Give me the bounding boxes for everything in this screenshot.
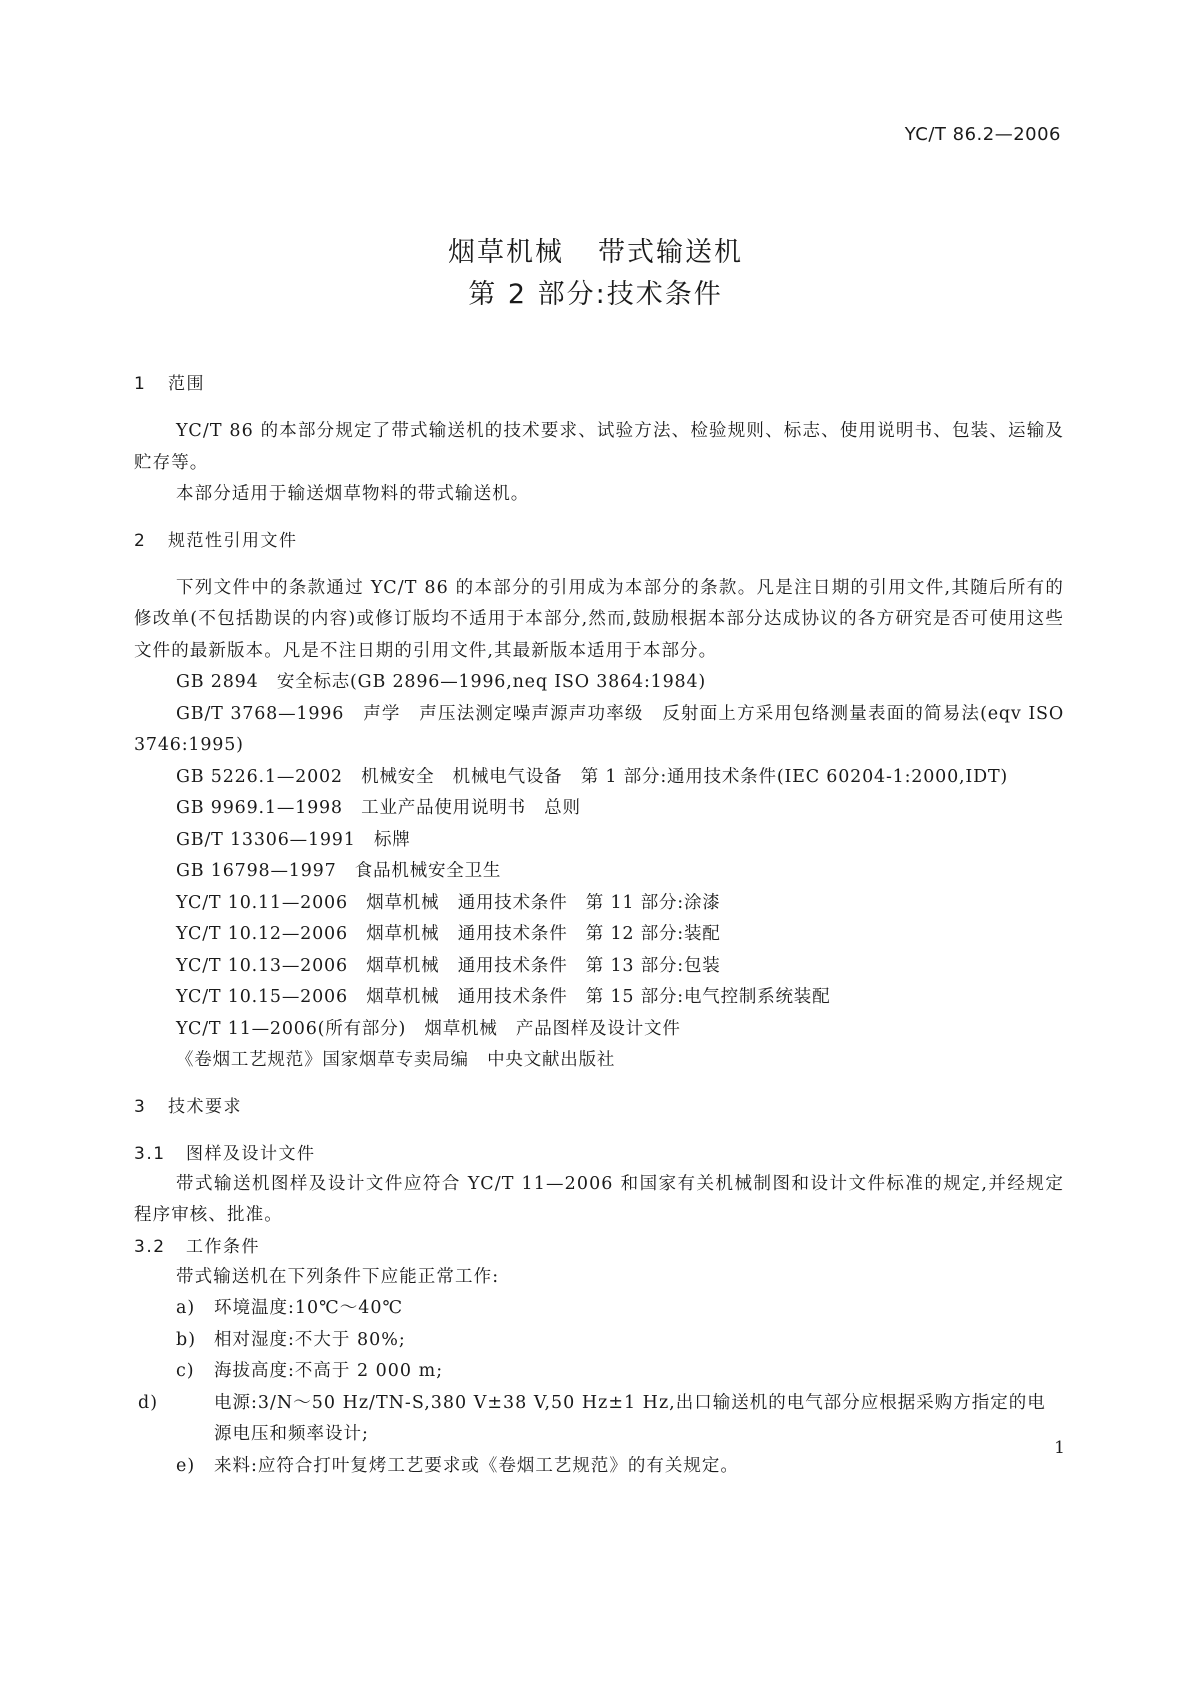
- section-3-heading: [134, 1095, 1064, 1119]
- reference-item: YC/T 10.13—2006 烟草机械 通用技术条件 第 13 部分:包装: [176, 955, 721, 976]
- paragraph: 带式输送机图样及设计文件应符合 YC/T 11—2006 和国家有关机械制图和设计文件标准的规定,并经规定程序审核、批准。: [134, 1173, 1064, 1225]
- subsection-title: 图样及设计文件: [186, 1143, 316, 1164]
- page-number: 1: [1054, 1438, 1065, 1458]
- subsection-title: 工作条件: [186, 1236, 260, 1257]
- standard-code: YC/T 86.2—2006: [904, 124, 1061, 145]
- section-title: 规范性引用文件: [168, 530, 298, 551]
- reference-item: GB/T 13306—1991 标牌: [176, 829, 411, 850]
- subsection-3-1-heading: [134, 1139, 1064, 1169]
- section-number: 3: [134, 1096, 147, 1117]
- paragraph: 带式输送机在下列条件下应能正常工作:: [176, 1266, 500, 1287]
- list-label: a): [176, 1298, 196, 1318]
- reference-item: GB 2894 安全标志(GB 2896—1996,neq ISO 3864:1984): [176, 672, 707, 692]
- list-text: 环境温度:10℃～40℃: [214, 1298, 404, 1318]
- reference-item: GB 16798—1997 食品机械安全卫生: [176, 861, 502, 881]
- list-item: [134, 1356, 1064, 1388]
- section-2-heading: [134, 529, 1064, 553]
- reference-item: YC/T 10.12—2006 烟草机械 通用技术条件 第 12 部分:装配: [176, 924, 721, 944]
- list-label: c): [176, 1361, 195, 1381]
- reference-item: YC/T 10.11—2006 烟草机械 通用技术条件 第 11 部分:涂漆: [176, 892, 721, 913]
- list-item: [134, 1451, 1064, 1483]
- reference-item: YC/T 10.15—2006 烟草机械 通用技术条件 第 15 部分:电气控制系统装配: [176, 987, 831, 1007]
- section-1-heading: [134, 372, 1064, 396]
- paragraph: YC/T 86 的本部分规定了带式输送机的技术要求、试验方法、检验规则、标志、使用说明书、包装、运输及贮存等。: [134, 421, 1064, 473]
- document-title-line2: 第 2 部分:技术条件: [468, 279, 723, 310]
- list-text: 电源:3/N～50 Hz/TN-S,380 V±38 V,50 Hz±1 Hz,出口输送机的电气部分应根据采购方指定的电源电压和频率设计;: [214, 1392, 1046, 1444]
- list-item: [134, 1325, 1064, 1357]
- reference-item: GB 5226.1—2002 机械安全 机械电气设备 第 1 部分:通用技术条件(IEC 60204-1:2000,IDT): [176, 766, 1009, 787]
- section-title: 技术要求: [168, 1096, 242, 1117]
- subsection-3-2-heading: [134, 1232, 1064, 1262]
- section-number: 2: [134, 530, 147, 551]
- list-item: [134, 1293, 1064, 1325]
- paragraph: 本部分适用于输送烟草物料的带式输送机。: [176, 484, 530, 504]
- document-body: [134, 372, 1064, 1482]
- list-label: e): [176, 1455, 196, 1476]
- title-part-b: 带式输送机: [598, 237, 743, 268]
- list-text: 来料:应符合打叶复烤工艺要求或《卷烟工艺规范》的有关规定。: [214, 1455, 739, 1476]
- subsection-number: 3.2: [134, 1236, 166, 1257]
- reference-item: YC/T 11—2006(所有部分) 烟草机械 产品图样及设计文件: [176, 1018, 681, 1039]
- list-label: b): [176, 1329, 197, 1350]
- list-text: 海拔高度:不高于 2 000 m;: [214, 1361, 444, 1381]
- paragraph: 下列文件中的条款通过 YC/T 86 的本部分的引用成为本部分的条款。凡是注日期的引用文件,其随后所有的修改单(不包括勘误的内容)或修订版均不适用于本部分,然而,鼓励根据本部分达成协议的各方研究是否可使用这些文件的最新版本。凡是不注日期的引用文件,其最新版本适用于本部分。: [134, 577, 1064, 661]
- section-number: 1: [134, 374, 147, 394]
- document-title-line1: [0, 230, 1191, 269]
- section-title: 范围: [168, 374, 205, 394]
- list-item: [134, 1388, 1064, 1451]
- title-part-a: 烟草机械: [448, 237, 564, 268]
- list-label: d): [138, 1392, 159, 1413]
- reference-item: GB/T 3768—1996 声学 声压法测定噪声源声功率级 反射面上方采用包络测量表面的简易法(eqv ISO 3746:1995): [134, 703, 1064, 755]
- reference-item: 《卷烟工艺规范》国家烟草专卖局编 中央文献出版社: [176, 1050, 616, 1070]
- reference-item: GB 9969.1—1998 工业产品使用说明书 总则: [176, 798, 581, 818]
- list-text: 相对湿度:不大于 80%;: [214, 1329, 406, 1350]
- subsection-number: 3.1: [134, 1143, 166, 1164]
